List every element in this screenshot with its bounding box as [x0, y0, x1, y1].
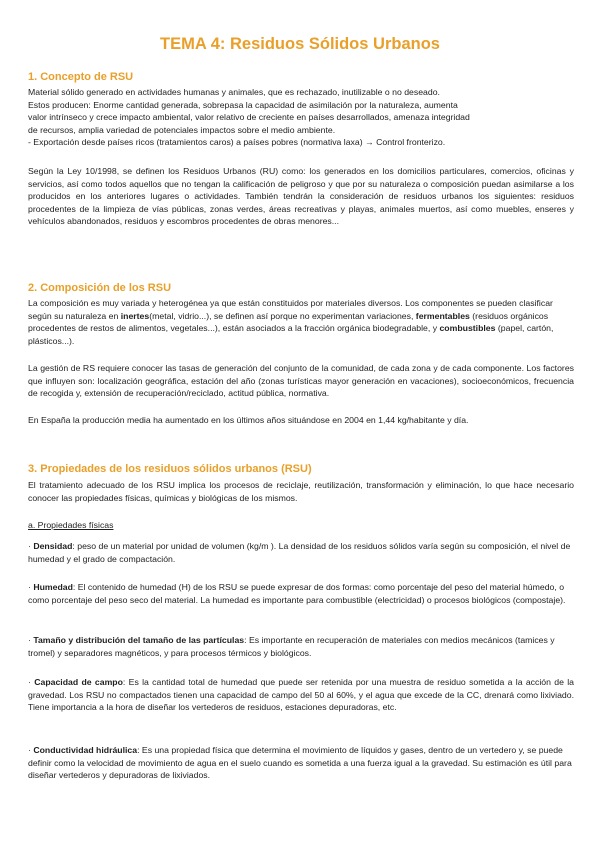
property-densidad: · Densidad: peso de un material por unidad de volumen (kg/m ). La densidad de los residuos sólidos varía según su composición, el nivel de humedad y el grado de compactación.: [28, 541, 571, 564]
property-humedad-term: Humedad: [33, 582, 73, 592]
s1-line-4: de recursos, amplia variedad de potenciales impactos sobre el medio ambiente.: [28, 124, 336, 135]
section-2-heading: 2. Composición de los RSU: [28, 282, 172, 294]
property-capacidad-campo: · Capacidad de campo: Es la cantidad total de humedad que puede ser retenida por una muestra de residuo sometida a la acción de la gravedad. Los RSU no compactados tienen una capacidad de campo del 50 al 60%, y el agua que excede de la CC, drenará como lixiviado. Tiene importancia a la hora de diseñar los vertederos de residuos, estaciones depuradoras, etc.: [28, 677, 575, 713]
term-combustibles: combustibles: [439, 323, 496, 334]
s2-p1-text-b: (metal, vidrio...), se definen así porque no experimentan variaciones,: [149, 310, 416, 321]
section-1-definition: [28, 86, 574, 149]
property-conductividad-text: : Es una propiedad física que determina el movimiento de líquidos y gases, dentro de un vertedero y, se puede definir como la velocidad de movimiento de agua en el suelo cuando es sometida a una fuerza igual a la gravedad. Su estimación es útil para diseñar vertederos y depuradoras de lixiviados.: [28, 745, 572, 781]
property-capacidad-campo-term: Capacidad de campo: [34, 677, 123, 687]
section-3-heading: 3. Propiedades de los residuos sólidos urbanos (RSU): [28, 463, 312, 475]
property-conductividad: · Conductividad hidráulica: Es una propiedad física que determina el movimiento de líquidos y gases, dentro de un vertedero y, se puede definir como la velocidad de movimiento de agua en el suelo cuando es sometida a una fuerza igual a la gravedad. Su estimación es útil para diseñar vertederos y depuradoras de lixiviados.: [28, 745, 572, 781]
section-2-produccion-paragraph: En España la producción media ha aumentado en los últimos años situándose en 2004 en 1,44 kg/habitante y día.: [28, 415, 469, 425]
property-capacidad-campo-text: : Es la cantidad total de humedad que puede ser retenida por una muestra de residuo sometida a la acción de la gravedad. Los RSU no compactados tienen una capacidad de campo del 50 al 60%, y el agua que excede de la CC, drenará como lixiviado. Tiene importancia a la hora de diseñar los vertederos de residuos, estaciones depuradoras, etc.: [28, 677, 575, 713]
subsection-a-title: a. Propiedades físicas: [28, 520, 114, 530]
property-conductividad-term: Conductividad hidráulica: [33, 745, 138, 755]
property-humedad: · Humedad: El contenido de humedad (H) de los RSU se puede expresar de dos formas: como porcentaje del peso del material húmedo, o como porcentaje del peso seco del material. La humedad es importante para combustible (electricidad) o procesos biológicos (compostaje).: [28, 582, 566, 605]
section-3-intro-paragraph: El tratamiento adecuado de los RSU implica los procesos de reciclaje, reutilización, transformación y eliminación, lo que hace necesario conocer las propiedades físicas, químicas y biológicas de los mismos.: [28, 480, 574, 503]
property-densidad-term: Densidad: [33, 541, 73, 551]
property-humedad-text: : El contenido de humedad (H) de los RSU se puede expresar de dos formas: como porcentaje del peso del material húmedo, o como porcentaje del peso seco del material. La humedad es importante para combustible (electricidad) o procesos biológicos (compostaje).: [28, 582, 566, 605]
section-1-heading: 1. Concepto de RSU: [28, 71, 134, 83]
s1-line-3: valor intrínseco y crece impacto ambiental, valor relativo de creciente en países desarrollados, amenaza integridad: [28, 112, 470, 123]
s2-p1-text-a: La composición es muy variada y heterogénea ya que están constituidos por materiales diversos. Los componentes se pueden clasificar según su naturaleza en: [28, 298, 553, 321]
term-inertes: inertes: [120, 310, 150, 321]
section-2-composition-paragraph: [28, 297, 574, 347]
s1-line-1: Material sólido generado en actividades humanas y animales, que es rechazado, inutilizable o no deseado.: [28, 87, 440, 97]
property-densidad-text: : peso de un material por unidad de volumen (kg/m ). La densidad de los residuos sólidos varía según su composición, el nivel de humedad y el grado de compactación.: [28, 541, 571, 564]
s2-p1-text-c: (residuos orgánicos procedentes de restos de alimentos, vegetales...), están asociados a la fracción orgánica biodegradable, y: [28, 310, 549, 334]
section-2-gestion-paragraph: La gestión de RS requiere conocer las tasas de generación del conjunto de la comunidad, de cada zona y de cada componente. Los factores que influyen son: localización geográfica, estación del año (zonas turísticas mayor generación en vacaciones), socioeconómicos, frecuencia de recogida y, extensión de recuperación/reciclado, actitud pública, normativa.: [28, 363, 574, 399]
s1-line-5: - Exportación desde países ricos (tratamientos caros) a países pobres (normativa laxa) → Control fronterizo.: [28, 137, 446, 148]
section-1-ley-paragraph: Según la Ley 10/1998, se definen los Residuos Urbanos (RU) como: los generados en los domicilios particulares, comercios, oficinas y servicios, así como todos aquellos que no tengan la calificación de peligroso y que por su naturaleza o composición puedan asimilarse a los producidos en los anteriores lugares o actividades. También tendrán la consideración de residuos urbanos los siguientes: residuos procedentes de la limpieza de vías públicas, zonas verdes, áreas recreativas y playas, animales muertos, así como muebles, enseres y vehículos abandonados, residuos y escombros procedentes de obras menores...: [28, 166, 574, 227]
property-tamano-term: Tamaño y distribución del tamaño de las partículas: [33, 635, 245, 645]
page-title: TEMA 4: Residuos Sólidos Urbanos: [160, 35, 440, 53]
property-tamano: · Tamaño y distribución del tamaño de las partículas: Es importante en recuperación de materiales con medios mecánicos (tamices y tromel) y separadores magnéticos, y para procesos térmicos y biológicos.: [28, 635, 555, 658]
property-tamano-text: : Es importante en recuperación de materiales con medios mecánicos (tamices y tromel) y separadores magnéticos, y para procesos térmicos y biológicos.: [28, 635, 555, 658]
s2-p1-text-d: (papel, cartón, plásticos...).: [28, 323, 554, 346]
term-fermentables: fermentables: [415, 310, 470, 321]
s1-line-2: Estos producen: Enorme cantidad generada, sobrepasa la capacidad de asimilación por la naturaleza, aumenta: [28, 99, 458, 110]
